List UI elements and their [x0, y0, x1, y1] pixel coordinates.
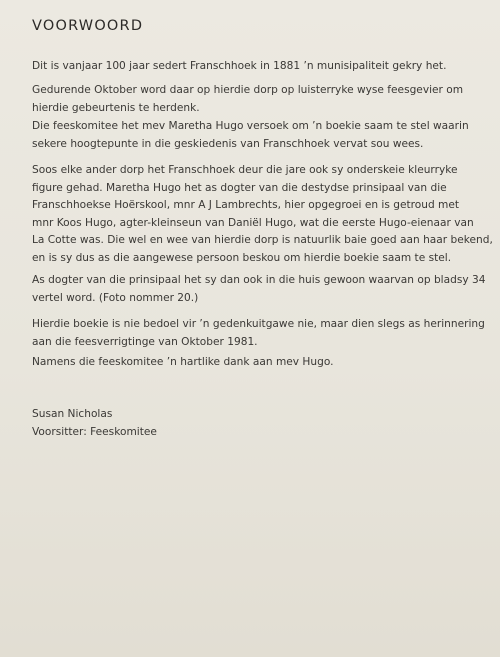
text-line: hierdie gebeurtenis te herdenk. — [32, 101, 200, 114]
paragraph-4 — [32, 162, 493, 267]
paragraph-5 — [32, 272, 486, 307]
text-line: Die feeskomitee het mev Maretha Hugo versoek om ’n boekie saam te stel waarin — [32, 120, 469, 132]
text-line: figure gehad. Maretha Hugo het as dogter van die destydse prinsipaal van die — [32, 181, 447, 194]
paragraph-3 — [32, 118, 472, 153]
text-line: Hierdie boekie is nie bedoel vir ’n gedenkuitgawe nie, maar dien slegs as herinnering — [32, 318, 485, 330]
text-line: Dit is vanjaar 100 jaar sedert Franschhoek in 1881 ’n munisipaliteit gekry het. — [32, 60, 447, 72]
paragraph-7 — [32, 354, 472, 372]
text-line: La Cotte was. Die wel en wee van hierdie dorp is natuurlik baie goed aan haar bekend, — [32, 234, 493, 246]
paragraph-2 — [32, 82, 472, 117]
text-line: sekere hoogtepunte in die geskiedenis van Franschhoek vervat sou wees. — [32, 137, 424, 150]
text-line: Franschhoekse Hoërskool, mnr A J Lambrechts, hier opgegroei en is getroud met — [32, 199, 460, 211]
text-line: As dogter van die prinsipaal het sy dan ook in die huis gewoon waarvan op bladsy 34 — [32, 274, 486, 286]
paragraph-1 — [32, 58, 472, 76]
page-title: VOORWOORD — [32, 18, 144, 34]
signatory-role: Voorsitter: Feeskomitee — [32, 425, 157, 438]
paragraph-6 — [32, 316, 485, 351]
text-line: aan die feesverrigtinge van Oktober 1981. — [32, 335, 258, 348]
signatory-name: Susan Nicholas — [32, 408, 113, 420]
text-line: en is sy dus as die aangewese persoon beskou om hierdie boekie saam te stel. — [32, 251, 452, 264]
text-line: Gedurende Oktober word daar op hierdie dorp op luisterryke wyse feesgevier om — [32, 84, 464, 96]
text-line: Namens die feeskomitee ’n hartlike dank aan mev Hugo. — [32, 356, 334, 368]
text-line: vertel word. (Foto nommer 20.) — [32, 291, 199, 304]
signature-block — [32, 406, 157, 441]
text-line: Soos elke ander dorp het Franschhoek deur die jare ook sy onderskeie kleurryke — [32, 164, 458, 176]
text-line: mnr Koos Hugo, agter-kleinseun van Daniël Hugo, wat die eerste Hugo-eienaar van — [32, 216, 474, 229]
